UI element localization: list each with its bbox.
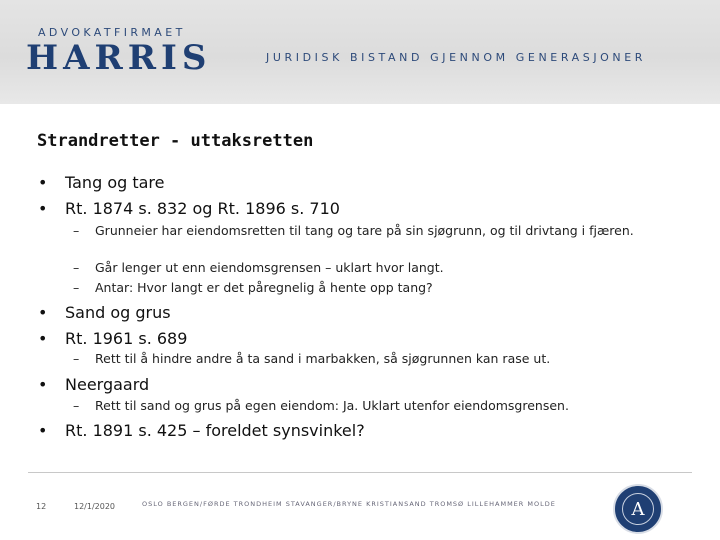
dash-marker: – <box>73 260 80 275</box>
sub-item-text: Antar: Hvor langt er det påregnelig å hente opp tang? <box>95 280 433 295</box>
bullet-item <box>38 375 149 394</box>
bullet-text: Neergaard <box>65 375 150 394</box>
bullet-marker: • <box>38 199 48 218</box>
footer-divider <box>28 472 692 473</box>
dash-marker: – <box>73 398 80 413</box>
sub-item-text: Går lenger ut enn eiendomsgrensen – uklart hvor langt. <box>95 260 444 275</box>
bullet-marker: • <box>38 173 48 192</box>
firm-prefix: ADVOKATFIRMAET <box>38 26 186 39</box>
bullet-marker: • <box>38 329 48 348</box>
bullet-text: Rt. 1874 s. 832 og Rt. 1896 s. 710 <box>65 199 340 218</box>
office-cities: OSLO BERGEN/FØRDE TRONDHEIM STAVANGER/BRYNE KRISTIANSAND TROMSØ LILLEHAMMER MOLDE <box>142 500 556 508</box>
sub-item <box>73 351 663 367</box>
firm-tagline: JURIDISK BISTAND GJENNOM GENERASJONER <box>266 51 647 64</box>
sub-item-text: Rett til å hindre andre å ta sand i marbakken, så sjøgrunnen kan rase ut. <box>95 351 551 366</box>
sub-item <box>73 398 663 414</box>
bullet-marker: • <box>38 375 48 394</box>
bullet-text: Rt. 1891 s. 425 – foreldet synsvinkel? <box>65 421 365 440</box>
bullet-item <box>38 421 365 440</box>
bullet-item <box>38 329 187 348</box>
bullet-text: Sand og grus <box>65 303 171 322</box>
bullet-item <box>38 173 165 192</box>
dash-marker: – <box>73 280 80 295</box>
sub-item <box>73 280 663 296</box>
bullet-marker: • <box>38 421 48 440</box>
bullet-text: Rt. 1961 s. 689 <box>65 329 188 348</box>
page-number: 12 <box>36 502 47 511</box>
dash-marker: – <box>73 351 80 366</box>
bullet-item <box>38 199 340 218</box>
bullet-text: Tang og tare <box>65 173 165 192</box>
slide-title: Strandretter - uttaksretten <box>37 131 314 151</box>
sub-item-text: Rett til sand og grus på egen eiendom: Ja. Uklart utenfor eiendomsgrensen. <box>95 398 569 413</box>
seal-letter: A <box>622 493 654 525</box>
sub-item <box>73 260 663 276</box>
dash-marker: – <box>73 223 80 238</box>
bullet-marker: • <box>38 303 48 322</box>
bullet-item <box>38 303 171 322</box>
firm-name-logo: HARRIS <box>26 38 212 78</box>
sub-item <box>73 223 663 239</box>
sub-item-text: Grunneier har eiendomsretten til tang og tare på sin sjøgrunn, og til drivtang i fjæren. <box>95 223 634 238</box>
header-banner <box>0 0 720 104</box>
firm-seal-logo <box>613 484 663 534</box>
slide-date: 12/1/2020 <box>74 502 116 511</box>
